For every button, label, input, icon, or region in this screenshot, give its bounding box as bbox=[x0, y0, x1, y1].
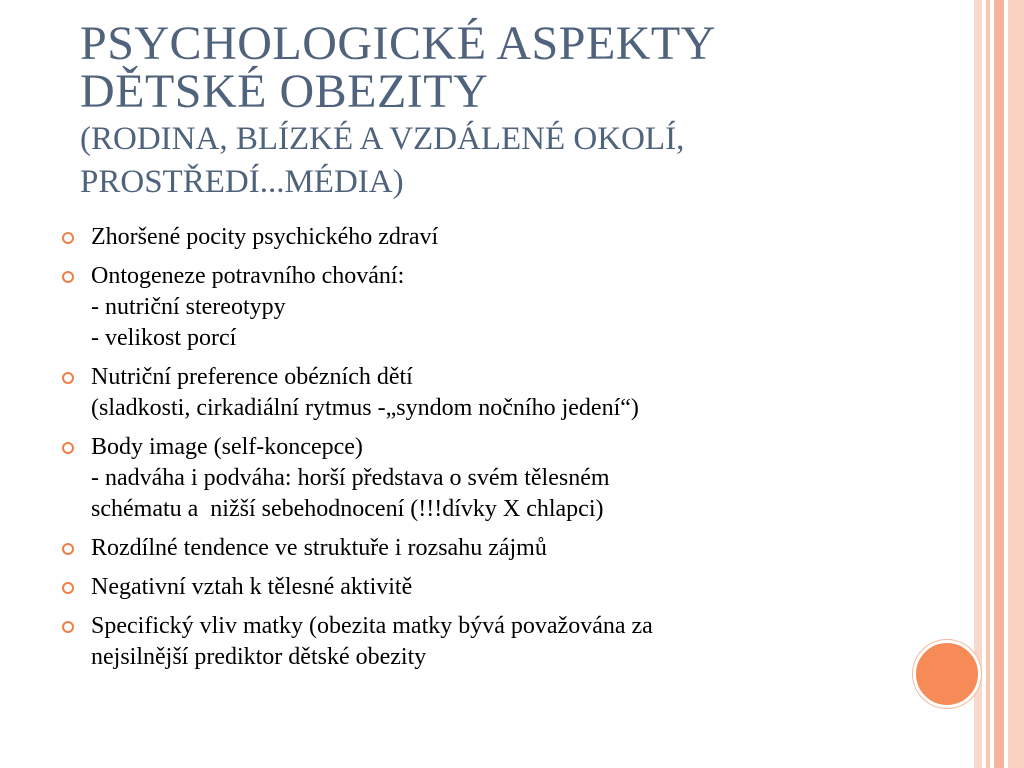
bullet-item bbox=[62, 362, 902, 424]
bullet-text: Ontogeneze potravního chování: bbox=[91, 263, 405, 289]
bullet-ring-icon bbox=[62, 582, 74, 594]
bullet-subline: nejsilnější prediktor dětské obezity bbox=[91, 644, 427, 670]
bullet-text: Nutriční preference obézních dětí bbox=[91, 364, 413, 390]
bullet-item bbox=[62, 572, 902, 603]
slide-subtitle-line-2: PROSTŘEDÍ...MÉDIA) bbox=[80, 163, 404, 200]
bullet-ring-icon bbox=[62, 372, 74, 384]
bullet-text: Zhoršené pocity psychického zdraví bbox=[91, 224, 439, 250]
bullet-item bbox=[62, 261, 902, 354]
bullet-item bbox=[62, 611, 902, 673]
bullet-subline: - velikost porcí bbox=[91, 325, 237, 351]
bullet-list bbox=[62, 222, 902, 681]
decorative-accent-circle bbox=[913, 640, 981, 708]
bullet-ring-icon bbox=[62, 271, 74, 283]
bullet-subline: (sladkosti, cirkadiální rytmus -„syndom nočního jedení“) bbox=[91, 395, 639, 421]
bullet-item bbox=[62, 222, 902, 253]
bullet-text: Body image (self-koncepce) bbox=[91, 434, 363, 460]
slide-title bbox=[80, 17, 920, 201]
stripe-band bbox=[974, 0, 982, 768]
bullet-subline: - nadváha i podváha: horší představa o svém tělesném bbox=[91, 465, 610, 491]
bullet-text: Specifický vliv matky (obezita matky bývá považována za bbox=[91, 613, 653, 639]
decorative-side-stripes bbox=[974, 0, 1024, 768]
slide-subtitle-line-1: (RODINA, BLÍZKÉ A VZDÁLENÉ OKOLÍ, bbox=[80, 121, 685, 157]
bullet-ring-icon bbox=[62, 442, 74, 454]
bullet-subline: - nutriční stereotypy bbox=[91, 294, 286, 320]
stripe-band bbox=[1008, 0, 1024, 768]
bullet-text: Rozdílné tendence ve struktuře i rozsahu zájmů bbox=[91, 535, 547, 561]
bullet-ring-icon bbox=[62, 543, 74, 555]
bullet-ring-icon bbox=[62, 232, 74, 244]
slide-title-line-1: PSYCHOLOGICKÉ ASPEKTY bbox=[80, 17, 716, 70]
bullet-subline: schématu a nižší sebehodnocení (!!!dívky X chlapci) bbox=[91, 496, 604, 522]
bullet-item bbox=[62, 533, 902, 564]
bullet-ring-icon bbox=[62, 621, 74, 633]
slide-title-line-2: DĚTSKÉ OBEZITY bbox=[80, 65, 489, 118]
bullet-item bbox=[62, 432, 902, 525]
bullet-text: Negativní vztah k tělesné aktivitě bbox=[91, 574, 413, 600]
stripe-band bbox=[994, 0, 1004, 768]
